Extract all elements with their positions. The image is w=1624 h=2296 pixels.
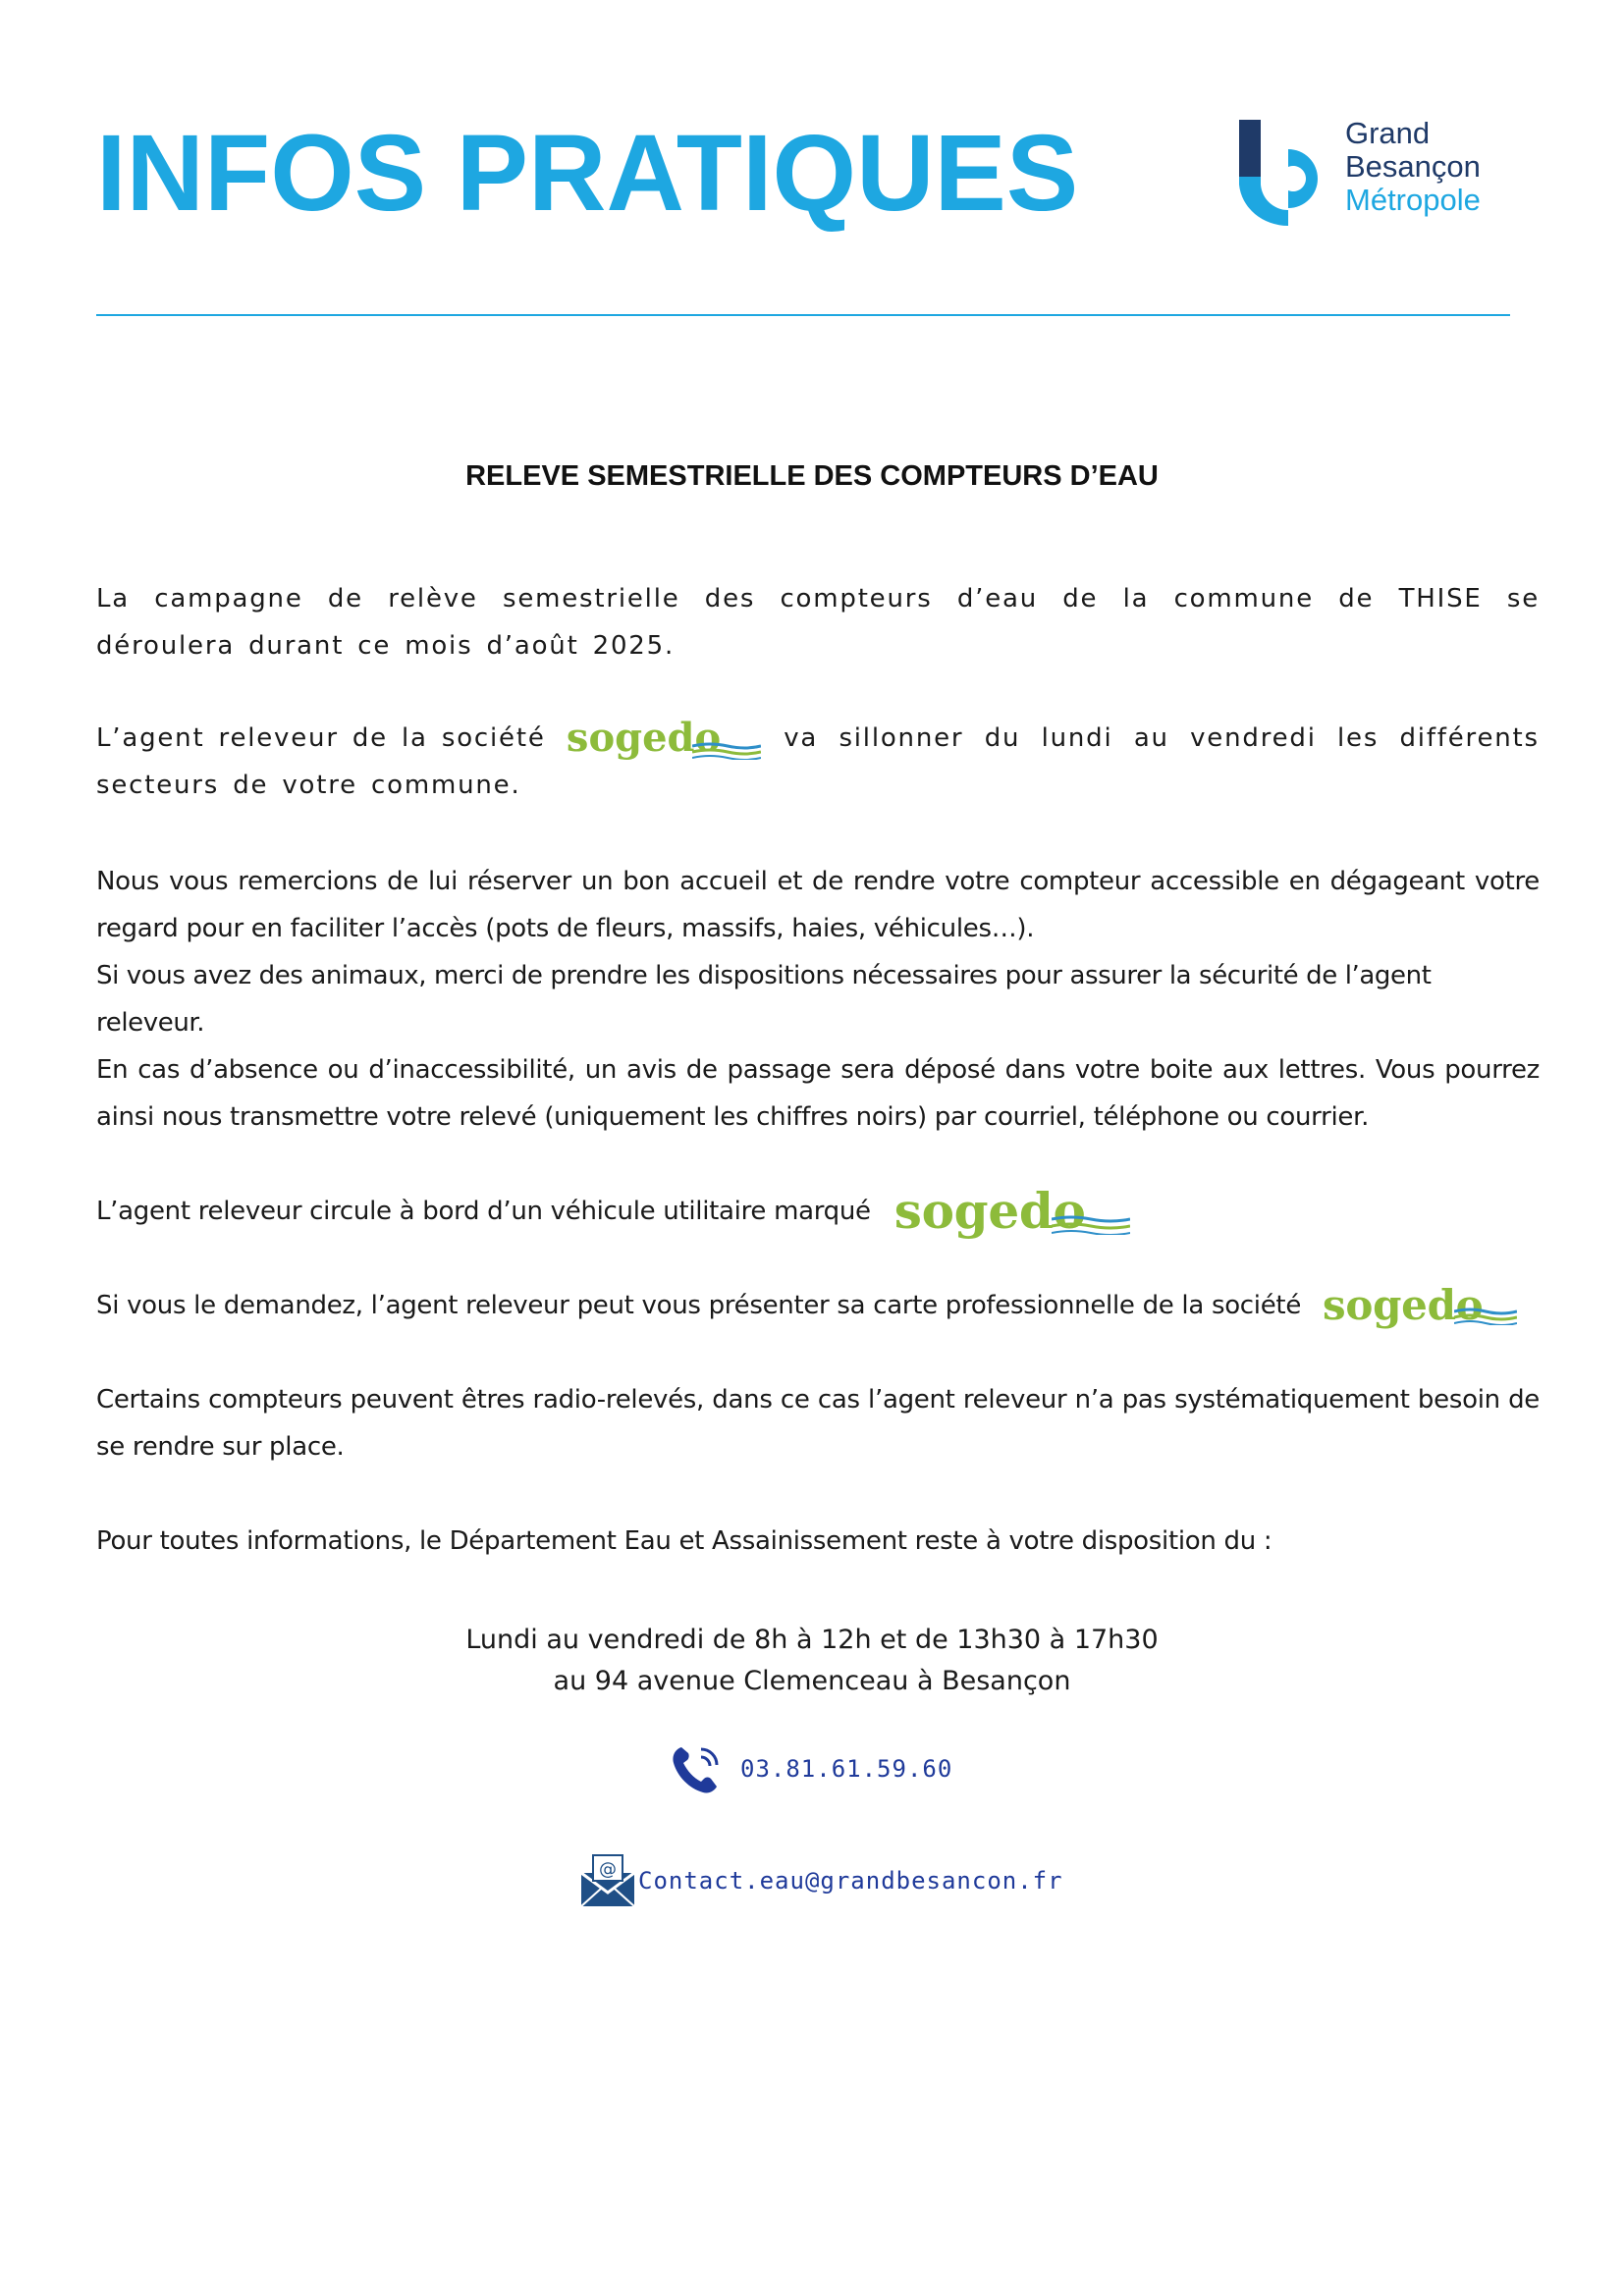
- sogedo-logo-card: [1323, 1280, 1519, 1331]
- sogedo-wordmark: sogedo: [566, 715, 722, 761]
- sogedo-waves-icon: [1454, 1308, 1517, 1325]
- paragraph-access: Nous vous remercions de lui réserver un bon accueil et de rendre votre compteur accessible en dégageant votre regard pour en faciliter l’accès (pots de fleurs, massifs, haies, véhicules…).: [96, 867, 1540, 943]
- paragraph-animals: Si vous avez des animaux, merci de prendre les dispositions nécessaires pour assurer la sécurité de l’agent releveur.: [96, 961, 1432, 1038]
- header-divider: [96, 314, 1510, 316]
- email-icon: [579, 1853, 636, 1908]
- sogedo-wordmark: sogedo: [893, 1182, 1086, 1240]
- svg-text:@: @: [599, 1859, 617, 1880]
- word-2: sillonner: [839, 723, 964, 753]
- paragraph-campaign: La campagne de relève semestrielle des compteurs d’eau de la commune de THISE se déroulera durant ce mois d’août 2025.: [96, 584, 1540, 661]
- paragraph-vehicle-text: L’agent releveur circule à bord d’un véhicule utilitaire marqué: [96, 1197, 871, 1226]
- word-4: lundi: [1041, 723, 1113, 753]
- sogedo-logo-vehicle: [894, 1182, 1130, 1241]
- logo-line-besancon: Besançon: [1345, 149, 1481, 184]
- sogedo-wordmark: sogedo: [1323, 1281, 1484, 1329]
- logo-line-metropole: Métropole: [1345, 183, 1481, 217]
- sogedo-logo: [567, 715, 763, 762]
- phone-number[interactable]: 03.81.61.59.60: [740, 1755, 953, 1783]
- grand-besancon-b-icon: [1239, 116, 1337, 226]
- phone-icon: [668, 1741, 727, 1796]
- word-6: vendredi: [1190, 723, 1317, 753]
- logo-line-grand: Grand: [1345, 116, 1431, 150]
- word-8: différents: [1399, 723, 1540, 753]
- paragraph-info: Pour toutes informations, le Département Eau et Assainissement reste à votre disposition du :: [96, 1526, 1272, 1556]
- document-title: RELEVE SEMESTRIELLE DES COMPTEURS D’EAU: [465, 460, 1159, 492]
- word-7: les: [1337, 723, 1380, 753]
- opening-hours: Lundi au vendredi de 8h à 12h et de 13h30 à 17h30: [465, 1625, 1159, 1655]
- header-title: INFOS PRATIQUES: [96, 113, 1079, 234]
- sogedo-waves-icon: [692, 742, 761, 760]
- paragraph-card: [96, 1280, 1540, 1331]
- address: au 94 avenue Clemenceau à Besançon: [553, 1666, 1071, 1696]
- paragraph-agent-before: L’agent releveur de la société: [96, 723, 546, 753]
- word-1: va: [784, 723, 819, 753]
- word-5: au: [1133, 723, 1169, 753]
- sogedo-waves-icon: [1052, 1215, 1130, 1235]
- paragraph-card-text: Si vous le demandez, l’agent releveur peut vous présenter sa carte professionnelle de la société: [96, 1291, 1302, 1320]
- phone-row: [668, 1741, 952, 1796]
- paragraph-agent-line2: secteurs de votre commune.: [96, 771, 521, 800]
- grand-besancon-logo: [1239, 116, 1524, 226]
- email-address[interactable]: Contact.eau@grandbesancon.fr: [638, 1867, 1063, 1895]
- paragraph-agent: [96, 715, 1540, 809]
- word-3: du: [984, 723, 1021, 753]
- email-row: [579, 1853, 1063, 1908]
- paragraph-absence: En cas d’absence ou d’inaccessibilité, un avis de passage sera déposé dans votre boite aux lettres. Vous pourrez ainsi nous transmettre votre relevé (uniquement les chiffres noirs) par courriel, téléphone ou courrier.: [96, 1055, 1540, 1132]
- paragraph-radio: Certains compteurs peuvent êtres radio-relevés, dans ce cas l’agent releveur n’a pas systématiquement besoin de se rendre sur place.: [96, 1385, 1540, 1462]
- paragraph-vehicle: [96, 1182, 1540, 1241]
